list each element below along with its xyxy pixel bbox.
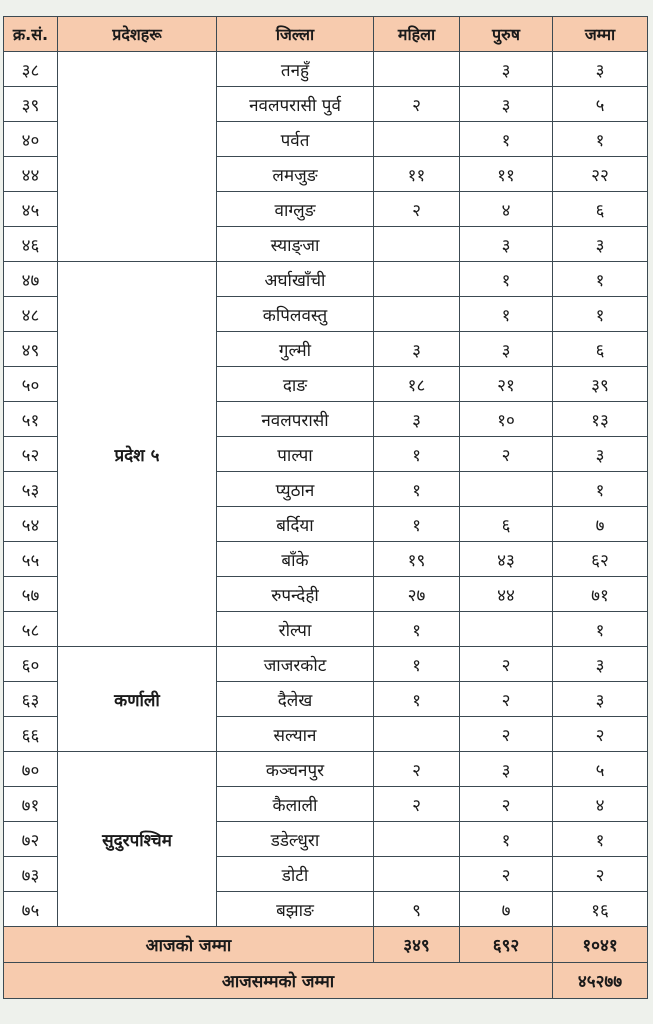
serial-cell: ५३: [4, 472, 58, 507]
district-cell: वाग्लुङ: [217, 192, 374, 227]
male-cell: ११: [460, 157, 553, 192]
total-cell: ३: [553, 52, 648, 87]
header-province: प्रदेशहरू: [58, 17, 217, 52]
male-cell: ७: [460, 892, 553, 927]
male-cell: [460, 612, 553, 647]
district-cell: सल्यान: [217, 717, 374, 752]
total-cell: ७१: [553, 577, 648, 612]
female-cell: [374, 52, 460, 87]
total-cell: ५: [553, 87, 648, 122]
male-cell: २: [460, 717, 553, 752]
male-cell: १: [460, 122, 553, 157]
district-cell: जाजरकोट: [217, 647, 374, 682]
total-cell: १: [553, 612, 648, 647]
female-cell: १: [374, 612, 460, 647]
total-cell: १३: [553, 402, 648, 437]
header-total: जम्मा: [553, 17, 648, 52]
female-cell: [374, 227, 460, 262]
female-cell: ३: [374, 402, 460, 437]
male-cell: ३: [460, 52, 553, 87]
header-district: जिल्ला: [217, 17, 374, 52]
male-cell: १: [460, 262, 553, 297]
cumulative-total-label: आजसम्मको जम्मा: [4, 963, 553, 999]
total-cell: २: [553, 717, 648, 752]
male-cell: १०: [460, 402, 553, 437]
serial-cell: ७२: [4, 822, 58, 857]
today-total-total: १०४१: [553, 927, 648, 963]
female-cell: ९: [374, 892, 460, 927]
serial-cell: ४५: [4, 192, 58, 227]
male-cell: ३: [460, 87, 553, 122]
male-cell: २: [460, 787, 553, 822]
district-cell: प्युठान: [217, 472, 374, 507]
header-serial: क्र.सं.: [4, 17, 58, 52]
header-row: [4, 17, 648, 52]
male-cell: ६: [460, 507, 553, 542]
female-cell: १: [374, 507, 460, 542]
serial-cell: ५७: [4, 577, 58, 612]
total-cell: ३: [553, 682, 648, 717]
female-cell: २: [374, 87, 460, 122]
district-cell: पाल्पा: [217, 437, 374, 472]
female-cell: [374, 857, 460, 892]
female-cell: [374, 262, 460, 297]
district-cell: कैलाली: [217, 787, 374, 822]
male-cell: ३: [460, 752, 553, 787]
serial-cell: ३९: [4, 87, 58, 122]
serial-cell: ३८: [4, 52, 58, 87]
district-cases-table: [3, 16, 648, 999]
cumulative-total-row: [4, 963, 648, 999]
male-cell: २: [460, 437, 553, 472]
male-cell: ३: [460, 227, 553, 262]
serial-cell: ५४: [4, 507, 58, 542]
total-cell: १: [553, 297, 648, 332]
female-cell: १: [374, 647, 460, 682]
serial-cell: ७०: [4, 752, 58, 787]
district-cell: नवलपरासी पुर्व: [217, 87, 374, 122]
header-female: महिला: [374, 17, 460, 52]
total-cell: ३: [553, 437, 648, 472]
male-cell: ४: [460, 192, 553, 227]
total-cell: १: [553, 122, 648, 157]
district-cell: गुल्मी: [217, 332, 374, 367]
district-cell: दैलेख: [217, 682, 374, 717]
province-cell: कर्णाली: [58, 647, 217, 752]
table-body: [4, 52, 648, 927]
female-cell: २: [374, 192, 460, 227]
total-cell: १: [553, 262, 648, 297]
today-total-row: [4, 927, 648, 963]
province-cell: [58, 52, 217, 262]
district-cell: बर्दिया: [217, 507, 374, 542]
serial-cell: ५८: [4, 612, 58, 647]
serial-cell: ७३: [4, 857, 58, 892]
male-cell: ३: [460, 332, 553, 367]
total-cell: ७: [553, 507, 648, 542]
total-cell: ६२: [553, 542, 648, 577]
male-cell: १: [460, 297, 553, 332]
district-cell: दाङ: [217, 367, 374, 402]
female-cell: २: [374, 787, 460, 822]
female-cell: ३: [374, 332, 460, 367]
female-cell: [374, 122, 460, 157]
female-cell: ११: [374, 157, 460, 192]
district-cell: डडेल्धुरा: [217, 822, 374, 857]
male-cell: २: [460, 682, 553, 717]
serial-cell: ४६: [4, 227, 58, 262]
province-cell: प्रदेश ५: [58, 262, 217, 647]
serial-cell: ५५: [4, 542, 58, 577]
serial-cell: ५१: [4, 402, 58, 437]
serial-cell: ७१: [4, 787, 58, 822]
district-cell: कञ्चनपुर: [217, 752, 374, 787]
total-cell: १: [553, 472, 648, 507]
district-cell: बझाङ: [217, 892, 374, 927]
male-cell: २१: [460, 367, 553, 402]
data-table-wrapper: [3, 16, 647, 999]
female-cell: १: [374, 682, 460, 717]
table-row: [4, 262, 648, 297]
male-cell: ४४: [460, 577, 553, 612]
table-row: [4, 647, 648, 682]
total-cell: २: [553, 857, 648, 892]
serial-cell: ५२: [4, 437, 58, 472]
district-cell: तनहुँ: [217, 52, 374, 87]
district-cell: स्याङ्जा: [217, 227, 374, 262]
serial-cell: ४४: [4, 157, 58, 192]
female-cell: २७: [374, 577, 460, 612]
district-cell: डोटी: [217, 857, 374, 892]
serial-cell: ६३: [4, 682, 58, 717]
male-cell: २: [460, 857, 553, 892]
total-cell: ४: [553, 787, 648, 822]
female-cell: २: [374, 752, 460, 787]
total-cell: ५: [553, 752, 648, 787]
district-cell: लमजुङ: [217, 157, 374, 192]
serial-cell: ५०: [4, 367, 58, 402]
total-cell: ३: [553, 647, 648, 682]
serial-cell: ७५: [4, 892, 58, 927]
male-cell: १: [460, 822, 553, 857]
district-cell: पर्वत: [217, 122, 374, 157]
district-cell: रोल्पा: [217, 612, 374, 647]
female-cell: [374, 717, 460, 752]
cumulative-total-value: ४५२७७: [553, 963, 648, 999]
total-cell: ६: [553, 192, 648, 227]
female-cell: १: [374, 437, 460, 472]
female-cell: [374, 822, 460, 857]
today-total-male: ६९२: [460, 927, 553, 963]
header-male: पुरुष: [460, 17, 553, 52]
table-row: [4, 52, 648, 87]
table-row: [4, 752, 648, 787]
today-total-female: ३४९: [374, 927, 460, 963]
serial-cell: ४०: [4, 122, 58, 157]
total-cell: ३९: [553, 367, 648, 402]
serial-cell: ४८: [4, 297, 58, 332]
total-cell: २२: [553, 157, 648, 192]
district-cell: कपिलवस्तु: [217, 297, 374, 332]
serial-cell: ६६: [4, 717, 58, 752]
district-cell: बाँके: [217, 542, 374, 577]
district-cell: नवलपरासी: [217, 402, 374, 437]
female-cell: १: [374, 472, 460, 507]
total-cell: ६: [553, 332, 648, 367]
district-cell: रुपन्देही: [217, 577, 374, 612]
district-cell: अर्घाखाँची: [217, 262, 374, 297]
total-cell: १६: [553, 892, 648, 927]
total-cell: ३: [553, 227, 648, 262]
today-total-label: आजको जम्मा: [4, 927, 374, 963]
total-cell: १: [553, 822, 648, 857]
male-cell: २: [460, 647, 553, 682]
province-cell: सुदुरपश्चिम: [58, 752, 217, 927]
serial-cell: ६०: [4, 647, 58, 682]
male-cell: ४३: [460, 542, 553, 577]
serial-cell: ४९: [4, 332, 58, 367]
female-cell: [374, 297, 460, 332]
serial-cell: ४७: [4, 262, 58, 297]
female-cell: १९: [374, 542, 460, 577]
male-cell: [460, 472, 553, 507]
female-cell: १८: [374, 367, 460, 402]
